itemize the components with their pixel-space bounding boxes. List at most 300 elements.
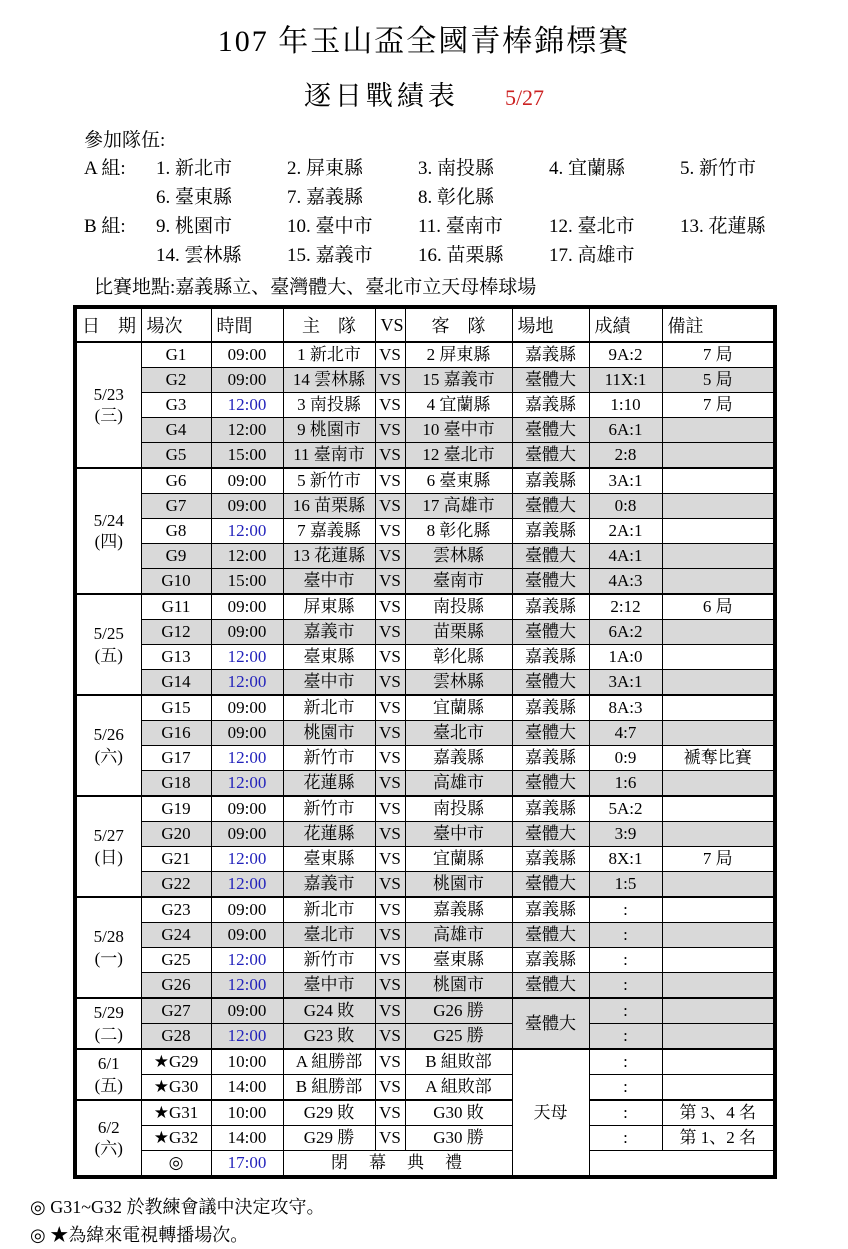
game-number: G7 (141, 494, 211, 519)
team-item: 1. 新北市 (156, 158, 233, 179)
date-label: 5/23 (93, 384, 124, 404)
note (662, 998, 775, 1024)
game-time: 09:00 (211, 468, 283, 494)
home-team: 11 臺南市 (283, 443, 375, 469)
home-team: G29 敗 (283, 1100, 375, 1126)
note: 第 3、4 名 (662, 1100, 775, 1126)
vs-label: VS (375, 368, 405, 393)
score: 1A:0 (589, 645, 662, 670)
game-number: ★G29 (141, 1049, 211, 1075)
group-label (84, 183, 156, 212)
game-row (75, 620, 775, 645)
note (662, 645, 775, 670)
note (662, 1075, 775, 1101)
away-team: 臺東縣 (405, 948, 512, 973)
score: : (589, 923, 662, 948)
game-row (75, 721, 775, 746)
venue: 嘉義縣 (512, 897, 589, 923)
vs-label: VS (375, 998, 405, 1024)
weekday-label: (日) (94, 847, 123, 867)
game-row (75, 897, 775, 923)
away-team: 雲林縣 (405, 670, 512, 696)
score: 3:9 (589, 822, 662, 847)
date-label: 6/1 (97, 1054, 120, 1074)
score: 5A:2 (589, 796, 662, 822)
away-team: 高雄市 (405, 771, 512, 797)
note (662, 418, 775, 443)
venue: 臺體大 (512, 822, 589, 847)
away-team: 6 臺東縣 (405, 468, 512, 494)
away-team: 4 宜蘭縣 (405, 393, 512, 418)
away-team: 苗栗縣 (405, 620, 512, 645)
home-team: 新竹市 (283, 796, 375, 822)
note: 7 局 (662, 847, 775, 872)
venue: 臺體大 (512, 872, 589, 898)
game-number: G12 (141, 620, 211, 645)
away-team: 12 臺北市 (405, 443, 512, 469)
game-number: G1 (141, 342, 211, 368)
date-cell (75, 468, 141, 594)
game-time: 12:00 (211, 519, 283, 544)
ceremony-label: 閉 幕 典 禮 (283, 1151, 512, 1178)
home-team: 新竹市 (283, 746, 375, 771)
home-team: 嘉義市 (283, 872, 375, 898)
venue: 天母 (512, 1049, 589, 1177)
teams-block (84, 125, 848, 270)
vs-label: VS (375, 695, 405, 721)
game-number: ◎ (141, 1151, 211, 1178)
game-number: G2 (141, 368, 211, 393)
score: : (589, 948, 662, 973)
game-number: G6 (141, 468, 211, 494)
date-label: 5/27 (93, 826, 124, 846)
home-team: 14 雲林縣 (283, 368, 375, 393)
vs-label: VS (375, 342, 405, 368)
weekday-label: (五) (94, 645, 123, 665)
date-cell (75, 695, 141, 796)
report-date: 5/27 (504, 85, 545, 110)
weekday-label: (六) (94, 1139, 123, 1158)
vs-label: VS (375, 897, 405, 923)
vs-label: VS (375, 544, 405, 569)
game-time: 12:00 (211, 393, 283, 418)
venue: 臺體大 (512, 494, 589, 519)
note (662, 1049, 775, 1075)
away-team: 南投縣 (405, 594, 512, 620)
home-team: 16 苗栗縣 (283, 494, 375, 519)
subtitle: 逐日戰績表 (303, 81, 459, 111)
venue: 臺體大 (512, 418, 589, 443)
game-number: G5 (141, 443, 211, 469)
team-item: 6. 臺東縣 (156, 187, 233, 208)
group-label: B 組: (84, 216, 126, 237)
note: 第 1、2 名 (662, 1126, 775, 1151)
home-team: 臺中市 (283, 569, 375, 595)
away-team: 桃園市 (405, 872, 512, 898)
home-team: 5 新竹市 (283, 468, 375, 494)
team-line (84, 183, 848, 212)
game-number: G14 (141, 670, 211, 696)
vs-label: VS (375, 393, 405, 418)
vs-label: VS (375, 872, 405, 898)
game-row (75, 948, 775, 973)
note: 7 局 (662, 393, 775, 418)
away-team: 彰化縣 (405, 645, 512, 670)
note: 7 局 (662, 342, 775, 368)
home-team: 13 花蓮縣 (283, 544, 375, 569)
venue: 嘉義縣 (512, 695, 589, 721)
game-row (75, 973, 775, 999)
game-row (75, 822, 775, 847)
game-number: G26 (141, 973, 211, 999)
vs-label: VS (375, 1075, 405, 1101)
game-time: 09:00 (211, 494, 283, 519)
team-item: 9. 桃園市 (156, 216, 233, 237)
game-time: 14:00 (211, 1075, 283, 1101)
venue: 嘉義縣 (512, 746, 589, 771)
away-team: 10 臺中市 (405, 418, 512, 443)
score: : (589, 1126, 662, 1151)
venue: 臺體大 (512, 443, 589, 469)
game-time: 09:00 (211, 721, 283, 746)
game-number: G4 (141, 418, 211, 443)
game-row (75, 418, 775, 443)
vs-label: VS (375, 1024, 405, 1050)
team-item: 7. 嘉義縣 (287, 187, 364, 208)
game-time: 12:00 (211, 645, 283, 670)
note (662, 695, 775, 721)
game-row (75, 594, 775, 620)
game-number: G9 (141, 544, 211, 569)
away-team: 臺中市 (405, 822, 512, 847)
column-header: 備註 (662, 307, 775, 342)
note (662, 973, 775, 999)
score: 6A:1 (589, 418, 662, 443)
team-item: 4. 宜蘭縣 (549, 158, 626, 179)
home-team: 1 新北市 (283, 342, 375, 368)
game-number: G21 (141, 847, 211, 872)
game-time: 09:00 (211, 796, 283, 822)
home-team: 臺中市 (283, 973, 375, 999)
vs-label: VS (375, 670, 405, 696)
game-row (75, 519, 775, 544)
game-time: 10:00 (211, 1049, 283, 1075)
score: 11X:1 (589, 368, 662, 393)
game-time: 15:00 (211, 569, 283, 595)
game-row (75, 1024, 775, 1050)
game-time: 12:00 (211, 1024, 283, 1050)
game-time: 12:00 (211, 670, 283, 696)
home-team: 桃園市 (283, 721, 375, 746)
home-team: 新竹市 (283, 948, 375, 973)
score: : (589, 1075, 662, 1101)
home-team: 花蓮縣 (283, 822, 375, 847)
home-team: 新北市 (283, 897, 375, 923)
home-team: 臺東縣 (283, 847, 375, 872)
note (662, 1024, 775, 1050)
home-team: G29 勝 (283, 1126, 375, 1151)
note (662, 822, 775, 847)
away-team: 8 彰化縣 (405, 519, 512, 544)
date-cell (75, 796, 141, 897)
away-team: 15 嘉義市 (405, 368, 512, 393)
note (662, 948, 775, 973)
score: 1:6 (589, 771, 662, 797)
game-number: G28 (141, 1024, 211, 1050)
venue: 臺體大 (512, 923, 589, 948)
away-team: 2 屏東縣 (405, 342, 512, 368)
game-time: 09:00 (211, 620, 283, 645)
game-time: 09:00 (211, 342, 283, 368)
home-team: A 組勝部 (283, 1049, 375, 1075)
score: : (589, 998, 662, 1024)
away-team: B 組敗部 (405, 1049, 512, 1075)
game-number: G27 (141, 998, 211, 1024)
venue: 嘉義縣 (512, 393, 589, 418)
team-item: 2. 屏東縣 (287, 158, 364, 179)
footnotes (30, 1193, 848, 1249)
away-team: 宜蘭縣 (405, 695, 512, 721)
date-label: 6/2 (97, 1117, 120, 1137)
game-time: 09:00 (211, 822, 283, 847)
date-cell (75, 342, 141, 468)
teams-heading: 參加隊伍: (84, 130, 166, 151)
score: 9A:2 (589, 342, 662, 368)
game-row (75, 569, 775, 595)
note (662, 923, 775, 948)
game-row (75, 847, 775, 872)
away-team: G26 勝 (405, 998, 512, 1024)
score: : (589, 973, 662, 999)
weekday-label: (四) (94, 532, 123, 551)
vs-label: VS (375, 418, 405, 443)
group-label (84, 241, 156, 270)
away-team: G30 勝 (405, 1126, 512, 1151)
note (662, 670, 775, 696)
vs-label: VS (375, 494, 405, 519)
home-team: 新北市 (283, 695, 375, 721)
vs-label: VS (375, 1049, 405, 1075)
date-label: 5/25 (93, 624, 124, 644)
away-team: 臺北市 (405, 721, 512, 746)
venue: 嘉義縣 (512, 645, 589, 670)
game-time: 09:00 (211, 594, 283, 620)
team-item: 8. 彰化縣 (418, 187, 495, 208)
game-row (75, 1075, 775, 1101)
venue: 臺體大 (512, 998, 589, 1049)
game-row (75, 468, 775, 494)
home-team: 7 嘉義縣 (283, 519, 375, 544)
game-number: ★G32 (141, 1126, 211, 1151)
game-row (75, 923, 775, 948)
game-row (75, 443, 775, 469)
home-team: G24 敗 (283, 998, 375, 1024)
team-groups (84, 154, 848, 270)
score: 2A:1 (589, 519, 662, 544)
game-number: G3 (141, 393, 211, 418)
date-cell (75, 594, 141, 695)
date-label: 5/29 (93, 1003, 124, 1023)
note: 5 局 (662, 368, 775, 393)
away-team: 雲林縣 (405, 544, 512, 569)
note (662, 569, 775, 595)
venue: 臺體大 (512, 670, 589, 696)
score: 8A:3 (589, 695, 662, 721)
game-row (75, 746, 775, 771)
column-header: VS (375, 307, 405, 342)
game-number: G24 (141, 923, 211, 948)
game-row (75, 368, 775, 393)
team-item: 15. 嘉義市 (287, 245, 373, 266)
column-header: 場次 (141, 307, 211, 342)
team-item: 16. 苗栗縣 (418, 245, 504, 266)
note: 6 局 (662, 594, 775, 620)
vs-label: VS (375, 594, 405, 620)
home-team: 3 南投縣 (283, 393, 375, 418)
venue: 嘉義縣 (512, 468, 589, 494)
score: 3A:1 (589, 670, 662, 696)
away-team: A 組敗部 (405, 1075, 512, 1101)
away-team: 宜蘭縣 (405, 847, 512, 872)
game-number: G22 (141, 872, 211, 898)
away-team: 17 高雄市 (405, 494, 512, 519)
vs-label: VS (375, 721, 405, 746)
subtitle-row (0, 74, 848, 113)
vs-label: VS (375, 443, 405, 469)
game-row (75, 695, 775, 721)
score: 0:8 (589, 494, 662, 519)
game-row (75, 1126, 775, 1151)
venue: 嘉義縣 (512, 594, 589, 620)
note (662, 494, 775, 519)
group-label: A 組: (84, 158, 126, 179)
vs-label: VS (375, 1100, 405, 1126)
home-team: 臺中市 (283, 670, 375, 696)
score: : (589, 897, 662, 923)
game-time: 12:00 (211, 544, 283, 569)
game-time: 12:00 (211, 746, 283, 771)
date-cell (75, 897, 141, 998)
game-time: 14:00 (211, 1126, 283, 1151)
venue: 臺體大 (512, 771, 589, 797)
venue: 嘉義縣 (512, 847, 589, 872)
game-time: 09:00 (211, 897, 283, 923)
game-number: G13 (141, 645, 211, 670)
game-number: G18 (141, 771, 211, 797)
game-row (75, 544, 775, 569)
game-time: 09:00 (211, 368, 283, 393)
vs-label: VS (375, 645, 405, 670)
away-team: G25 勝 (405, 1024, 512, 1050)
game-time: 12:00 (211, 418, 283, 443)
score: 0:9 (589, 746, 662, 771)
note (662, 796, 775, 822)
venue: 嘉義縣 (512, 948, 589, 973)
team-item: 10. 臺中市 (287, 216, 373, 237)
team-item: 13. 花蓮縣 (680, 216, 766, 237)
game-time: 09:00 (211, 998, 283, 1024)
game-number: ★G31 (141, 1100, 211, 1126)
home-team: 臺北市 (283, 923, 375, 948)
away-team: 嘉義縣 (405, 897, 512, 923)
game-row (75, 670, 775, 696)
schedule-table (73, 305, 777, 1179)
home-team: 屏東縣 (283, 594, 375, 620)
venue: 臺體大 (512, 620, 589, 645)
vs-label: VS (375, 569, 405, 595)
date-cell (75, 998, 141, 1049)
game-row (75, 1100, 775, 1126)
game-number: G11 (141, 594, 211, 620)
game-row (75, 796, 775, 822)
team-line (84, 154, 848, 183)
column-header: 主 隊 (283, 307, 375, 342)
schedule-body (75, 342, 775, 1177)
away-team: 桃園市 (405, 973, 512, 999)
venue: 嘉義縣 (512, 796, 589, 822)
game-row (75, 342, 775, 368)
page-title: 107 年玉山盃全國青棒錦標賽 (217, 25, 631, 58)
score: 8X:1 (589, 847, 662, 872)
venue: 嘉義縣 (512, 342, 589, 368)
column-header: 場地 (512, 307, 589, 342)
away-team: 高雄市 (405, 923, 512, 948)
note (662, 443, 775, 469)
note (662, 897, 775, 923)
game-number: G23 (141, 897, 211, 923)
vs-label: VS (375, 923, 405, 948)
score: 6A:2 (589, 620, 662, 645)
venue-line: 比賽地點:嘉義縣立、臺灣體大、臺北市立天母棒球場 (94, 277, 537, 298)
score: : (589, 1024, 662, 1050)
game-time: 09:00 (211, 923, 283, 948)
game-time: 12:00 (211, 948, 283, 973)
score: 4A:3 (589, 569, 662, 595)
away-team: G30 敗 (405, 1100, 512, 1126)
game-time: 15:00 (211, 443, 283, 469)
team-item: 5. 新竹市 (680, 158, 757, 179)
header-row (75, 307, 775, 342)
venue: 臺體大 (512, 544, 589, 569)
note (662, 519, 775, 544)
venue: 臺體大 (512, 973, 589, 999)
score: 4A:1 (589, 544, 662, 569)
team-item: 11. 臺南市 (418, 216, 503, 237)
game-row (75, 1151, 775, 1178)
game-number: G20 (141, 822, 211, 847)
score-note-cell (589, 1151, 775, 1178)
column-header: 成績 (589, 307, 662, 342)
vs-label: VS (375, 822, 405, 847)
team-item: 14. 雲林縣 (156, 245, 242, 266)
venue: 臺體大 (512, 368, 589, 393)
game-number: G15 (141, 695, 211, 721)
date-cell (75, 1049, 141, 1100)
score: : (589, 1100, 662, 1126)
vs-label: VS (375, 620, 405, 645)
vs-label: VS (375, 519, 405, 544)
game-number: G16 (141, 721, 211, 746)
game-number: G8 (141, 519, 211, 544)
home-team: G23 敗 (283, 1024, 375, 1050)
away-team: 嘉義縣 (405, 746, 512, 771)
game-time: 12:00 (211, 973, 283, 999)
column-header: 日 期 (75, 307, 141, 342)
team-line (84, 241, 848, 270)
vs-label: VS (375, 468, 405, 494)
column-header: 客 隊 (405, 307, 512, 342)
game-time: 12:00 (211, 847, 283, 872)
